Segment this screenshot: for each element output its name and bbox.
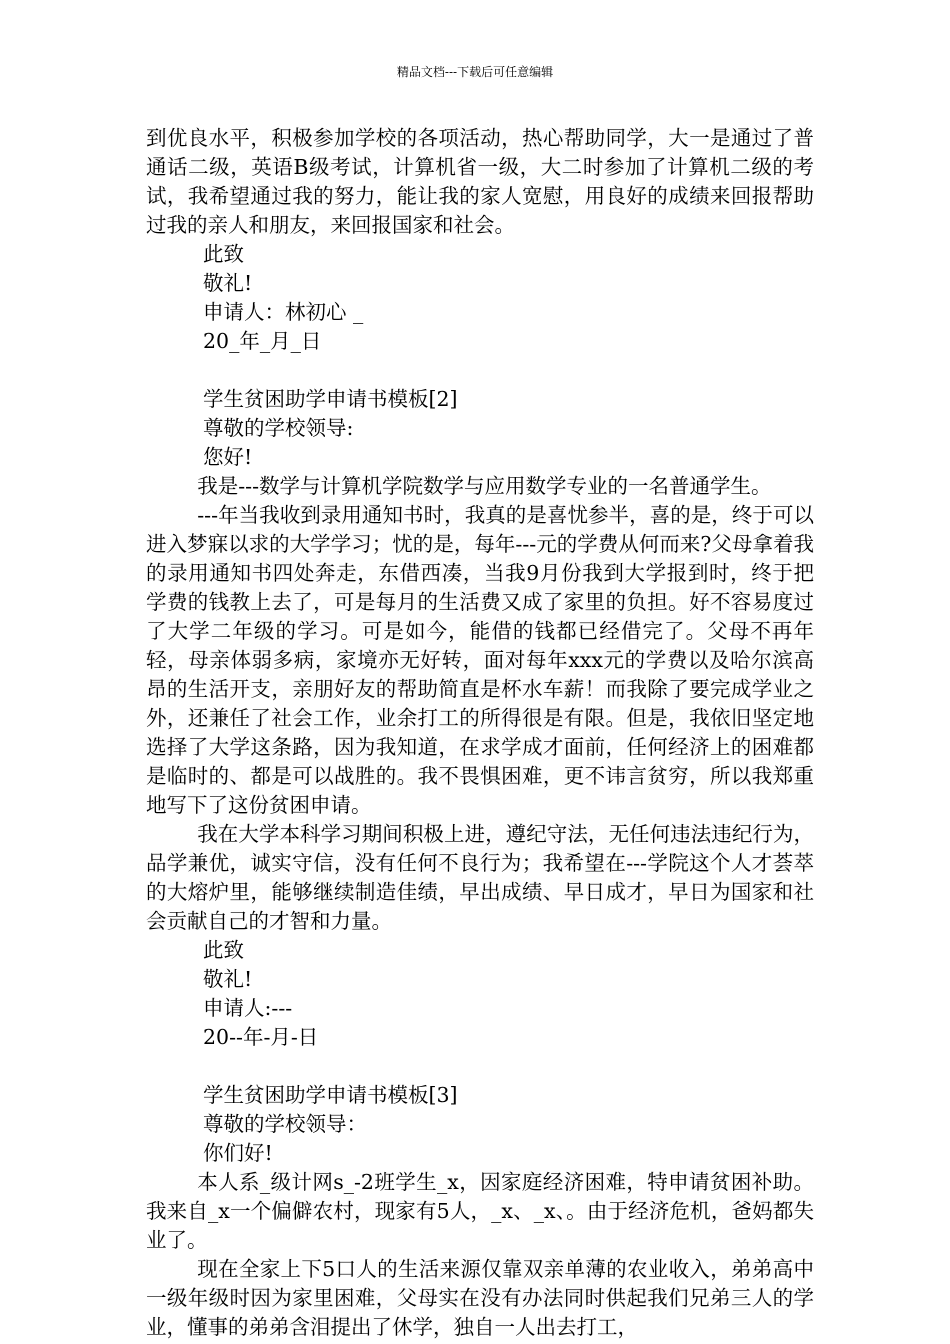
section-gap — [146, 1052, 814, 1081]
letter1-applicant: 申请人：林初心 _ — [203, 300, 364, 324]
document-body — [146, 124, 814, 1342]
letter3-greeting: 你们好! — [203, 1141, 273, 1165]
letter2-applicant: 申请人:--- — [203, 996, 293, 1020]
letter2-paragraph-1: 我是---数学与计算机学院数学与应用数学专业的一名普通学生。 — [197, 474, 772, 498]
letter3-paragraph-1: 本人系_级计网s_-2班学生_x，因家庭经济困难，特申请贫困补助。我来自_x一个偏僻农村，现家有5人，_x、_x、。由于经济危机，爸妈都失业了。 — [146, 1170, 814, 1252]
letter3-title: 学生贫困助学申请书模板[3] — [203, 1083, 458, 1107]
letter1-closing-1: 此致 — [203, 242, 244, 266]
letter2-paragraph-3: 我在大学本科学习期间积极上进，遵纪守法，无任何违法违纪行为，品学兼优，诚实守信，没有任何不良行为；我希望在---学院这个人才荟萃的大熔炉里，能够继续制造佳绩，早出成绩、早日成才，早日为国家和社会贡献自己的才智和力量。 — [146, 822, 814, 933]
letter2-title: 学生贫困助学申请书模板[2] — [203, 387, 458, 411]
letter2-greeting: 您好! — [203, 445, 253, 469]
letter3-paragraph-2: 现在全家上下5口人的生活来源仅靠双亲单薄的农业收入，弟弟高中一级年级时因为家里困难，父母实在没有办法同时供起我们兄弟三人的学业，懂事的弟弟含泪提出了休学，独自一人出去打工， — [146, 1257, 814, 1339]
letter1-date: 20_年_月_日 — [203, 329, 322, 353]
letter2-date: 20--年-月-日 — [203, 1025, 319, 1049]
intro-paragraph: 到优良水平，积极参加学校的各项活动，热心帮助同学，大一是通过了普通话二级，英语B级考试，计算机省一级，大二时参加了计算机二级的考试，我希望通过我的努力，能让我的家人宽慰，用良好的成绩来回报帮助过我的亲人和朋友，来回报国家和社会。 — [146, 126, 814, 237]
letter2-closing-2: 敬礼! — [203, 967, 253, 991]
page-header: 精品文档---下载后可任意编辑 — [396, 65, 554, 79]
section-gap — [146, 356, 814, 385]
letter2-salutation: 尊敬的学校领导: — [203, 416, 354, 440]
letter2-closing-1: 此致 — [203, 938, 244, 962]
letter1-closing-2: 敬礼! — [203, 271, 253, 295]
letter2-paragraph-2: ---年当我收到录用通知书时，我真的是喜忧参半，喜的是，终于可以进入梦寐以求的大学学习；忧的是，每年---元的学费从何而来?父母拿着我的录用通知书四处奔走，东借西凑，当我9月份我到大学报到时，终于把学费的钱教上去了，可是每月的生活费又成了家里的负担。好不容易度过了大学二年级的学习。可是如今，能借的钱都已经借完了。父母不再年轻，母亲体弱多病，家境亦无好转，面对每年xxx元的学费以及哈尔滨高昂的生活开支，亲朋好友的帮助简直是杯水车薪！而我除了要完成学业之外，还兼任了社会工作，业余打工的所得很是有限。但是，我依旧坚定地选择了大学这条路，因为我知道，在求学成才面前，任何经济上的困难都是临时的、都是可以战胜的。我不畏惧困难，更不讳言贫穷，所以我郑重地写下了这份贫困申请。 — [146, 503, 814, 817]
letter3-salutation: 尊敬的学校领导： — [203, 1112, 367, 1136]
